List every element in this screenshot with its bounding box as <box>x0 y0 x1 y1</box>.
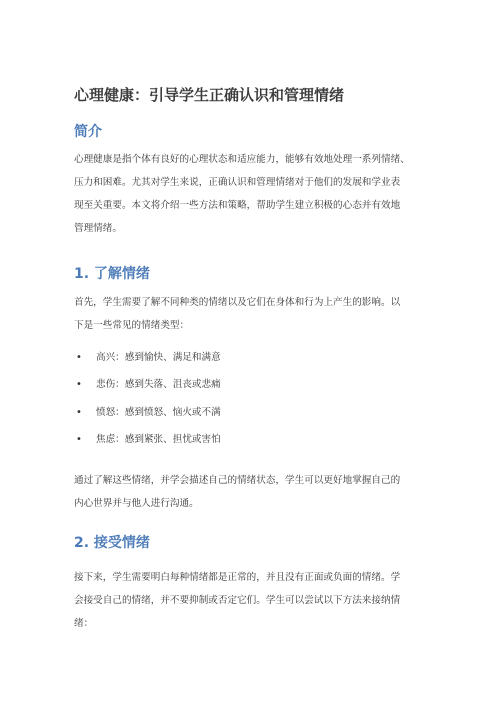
intro-paragraph <box>74 148 434 240</box>
section2-paragraph <box>74 566 434 635</box>
intro-line: 现至关重要。本文将介绍一些方法和策略，帮助学生建立积极的心态并有效地 <box>74 200 401 211</box>
section2-line: 接下来，学生需要明白每种情绪都是正常的，并且没有正面或负面的情绪。学 <box>74 572 401 583</box>
section1-line: 首先，学生需要了解不同种类的情绪以及它们在身体和行为上产生的影响。以 <box>74 297 401 308</box>
section2-heading: 2. 接受情绪 <box>74 535 150 551</box>
emotion-type-list <box>74 344 434 453</box>
intro-line: 压力和困难。尤其对学生来说，正确认识和管理情绪对于他们的发展和学业表 <box>74 177 401 188</box>
list-item: • 悲伤：感到失落、沮丧或悲痛 <box>74 371 434 398</box>
intro-heading: 简介 <box>74 124 102 140</box>
document-title: 心理健康：引导学生正确认识和管理情绪 <box>74 86 345 104</box>
section1-closing-line: 通过了解这些情绪，并学会描述自己的情绪状态，学生可以更好地掌握自己的 <box>74 475 401 486</box>
intro-line: 心理健康是指个体有良好的心理状态和适应能力，能够有效地处理一系列情绪、 <box>74 154 410 165</box>
bullet-icon: • <box>76 406 82 418</box>
intro-line: 管理情绪。 <box>74 223 122 234</box>
list-item: • 焦虑：感到紧张、担忧或害怕 <box>74 426 434 453</box>
list-item: • 高兴：感到愉快、满足和满意 <box>74 344 434 371</box>
list-item: • 愤怒：感到愤怒、恼火或不满 <box>74 399 434 426</box>
section1-line: 下是一些常见的情绪类型： <box>74 320 190 331</box>
section1-closing-paragraph <box>74 469 434 515</box>
section2-line: 绪： <box>74 618 94 629</box>
bullet-icon: • <box>76 433 82 445</box>
section2-line: 会接受自己的情绪，并不要抑制或否定它们。学生可以尝试以下方法来接纳情 <box>74 595 401 606</box>
bullet-icon: • <box>76 379 82 391</box>
section1-paragraph <box>74 291 434 337</box>
section1-closing-line: 内心世界并与他人进行沟通。 <box>74 498 199 509</box>
bullet-icon: • <box>76 352 82 363</box>
section1-heading: 1. 了解情绪 <box>74 266 150 282</box>
